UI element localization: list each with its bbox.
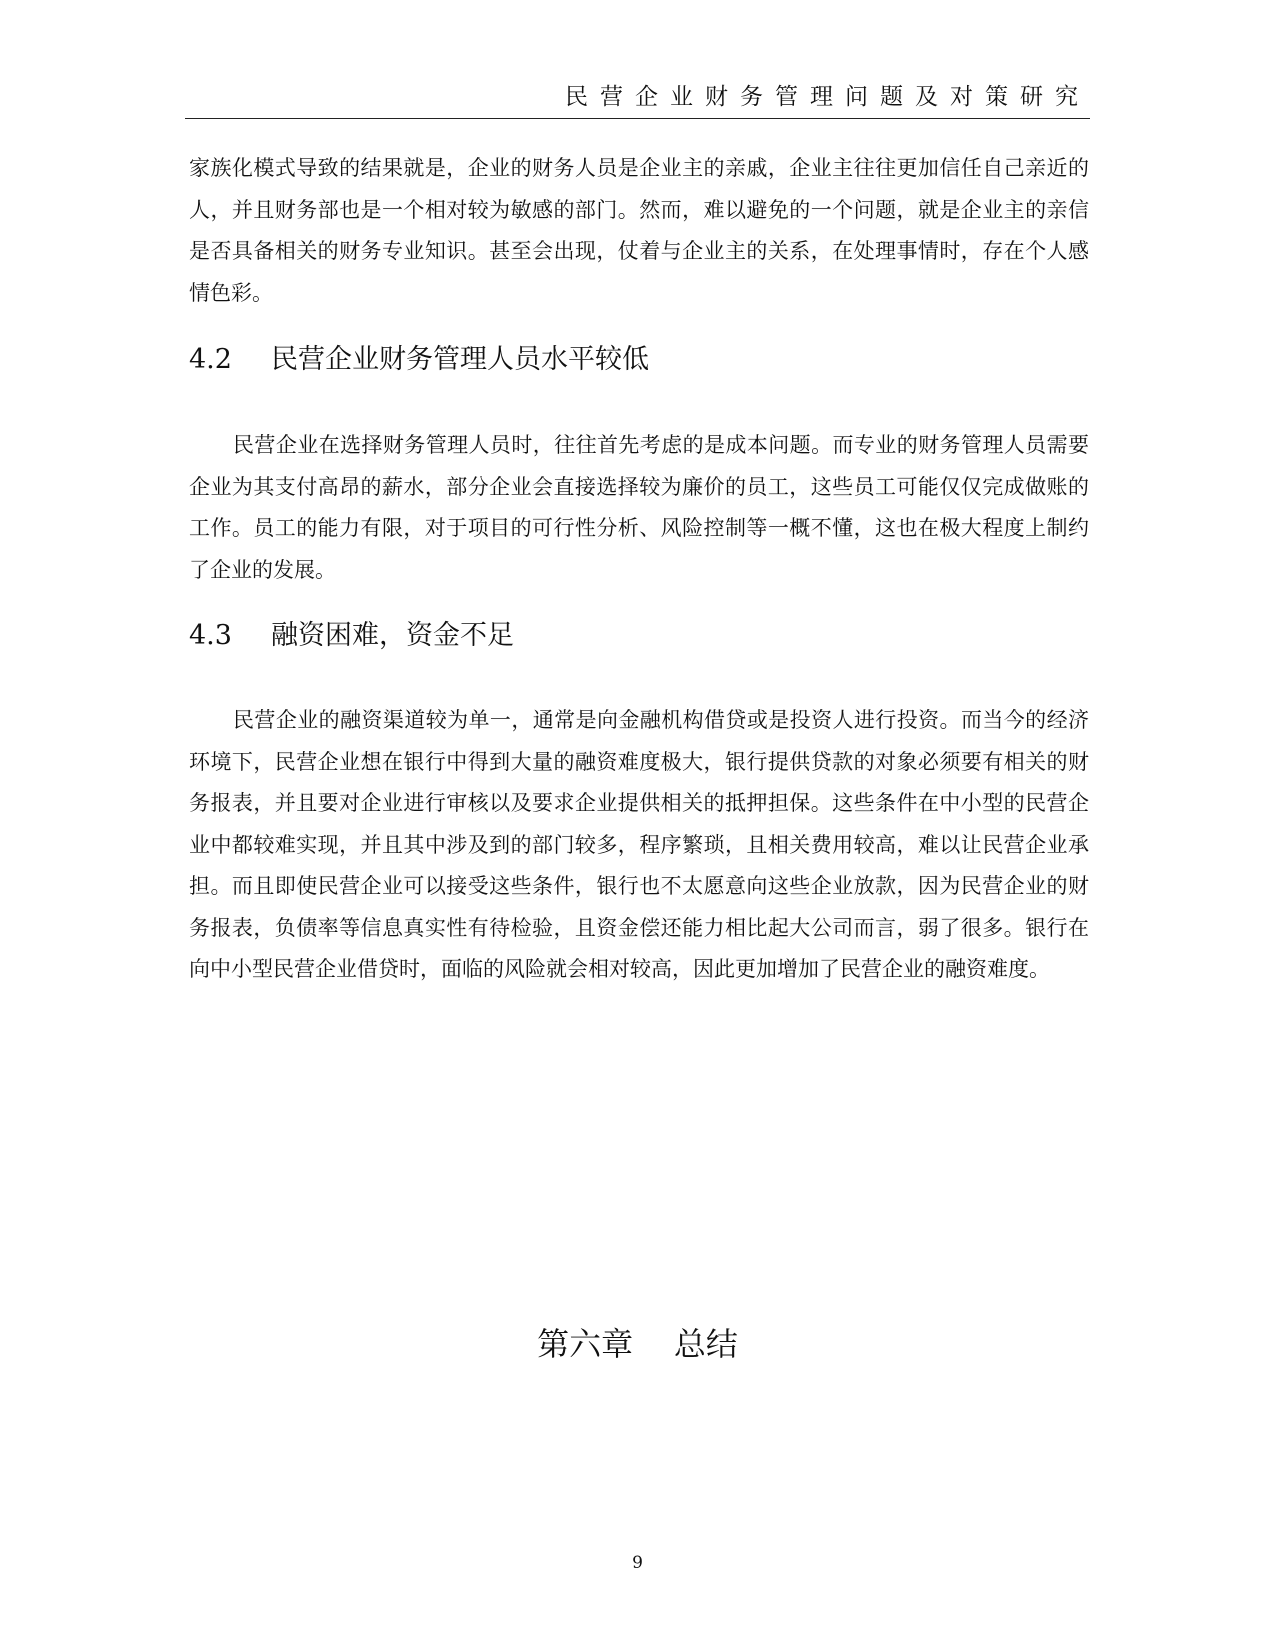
section-title: 融资困难，资金不足 bbox=[271, 620, 514, 651]
section-title: 民营企业财务管理人员水平较低 bbox=[271, 344, 649, 375]
chapter-heading: 第六章 总结 bbox=[537, 1325, 738, 1363]
section-number: 4.3 bbox=[189, 620, 232, 651]
section-heading-4-2 bbox=[189, 342, 649, 378]
paragraph-staff-level: 民营企业在选择财务管理人员时，往往首先考虑的是成本问题。而专业的财务管理人员需要企业为其支付高昂的薪水，部分企业会直接选择较为廉价的员工，这些员工可能仅仅完成做账的工作。员工的能力有限，对于项目的可行性分析、风险控制等一概不懂，这也在极大程度上制约了企业的发展。 bbox=[189, 433, 1089, 582]
running-header: 民营企业财务管理问题及对策研究 bbox=[565, 84, 1090, 110]
paragraph-family-model: 家族化模式导致的结果就是，企业的财务人员是企业主的亲戚，企业主往往更加信任自己亲近的人，并且财务部也是一个相对较为敏感的部门。然而，难以避免的一个问题，就是企业主的亲信是否具备相关的财务专业知识。甚至会出现，仗着与企业主的关系，在处理事情时，存在个人感情色彩。 bbox=[189, 156, 1089, 305]
section-number: 4.2 bbox=[189, 344, 232, 375]
header-rule bbox=[185, 118, 1090, 119]
page-number: 9 bbox=[632, 1553, 643, 1573]
paragraph-financing: 民营企业的融资渠道较为单一，通常是向金融机构借贷或是投资人进行投资。而当今的经济环境下，民营企业想在银行中得到大量的融资难度极大，银行提供贷款的对象必须要有相关的财务报表，并且要对企业进行审核以及要求企业提供相关的抵押担保。这些条件在中小型的民营企业中都较难实现，并且其中涉及到的部门较多，程序繁琐，且相关费用较高，难以让民营企业承担。而且即使民营企业可以接受这些条件，银行也不太愿意向这些企业放款，因为民营企业的财务报表，负债率等信息真实性有待检验，且资金偿还能力相比起大公司而言，弱了很多。银行在向中小型民营企业借贷时，面临的风险就会相对较高，因此更加增加了民营企业的融资难度。 bbox=[189, 708, 1089, 981]
section-heading-4-3 bbox=[189, 618, 514, 654]
